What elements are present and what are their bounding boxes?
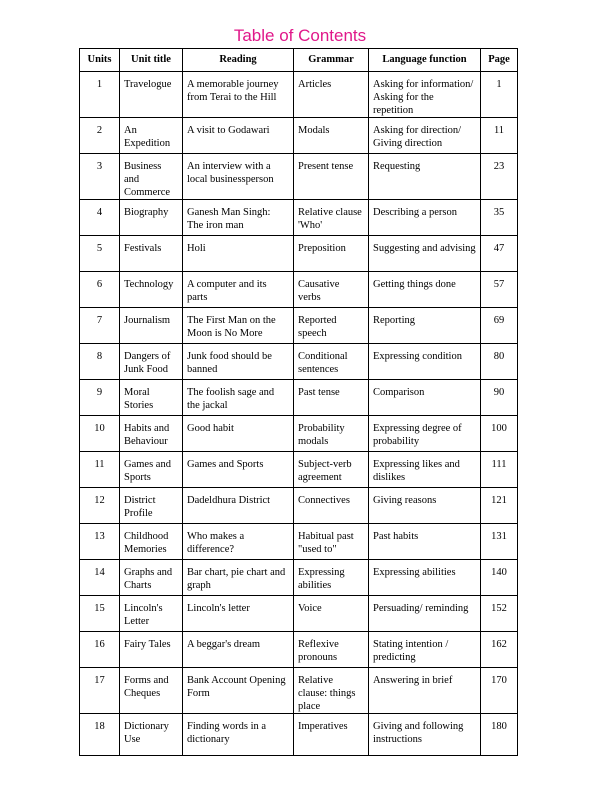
cell-page: 90 bbox=[481, 380, 518, 416]
cell-reading: A computer and its parts bbox=[183, 272, 294, 308]
column-header-unit-title: Unit title bbox=[120, 49, 183, 72]
cell-grammar: Reported speech bbox=[294, 308, 369, 344]
cell-reading: Junk food should be banned bbox=[183, 344, 294, 380]
cell-page: 152 bbox=[481, 596, 518, 632]
cell-unit: 13 bbox=[80, 524, 120, 560]
cell-reading: Holi bbox=[183, 236, 294, 272]
column-header-language-function: Language function bbox=[369, 49, 481, 72]
cell-unit-title: Journalism bbox=[120, 308, 183, 344]
cell-page: 23 bbox=[481, 154, 518, 200]
cell-page: 100 bbox=[481, 416, 518, 452]
cell-language-function: Answering in brief bbox=[369, 668, 481, 714]
table-row bbox=[80, 452, 518, 488]
cell-grammar: Imperatives bbox=[294, 714, 369, 756]
cell-page: 121 bbox=[481, 488, 518, 524]
cell-language-function: Reporting bbox=[369, 308, 481, 344]
table-row bbox=[80, 118, 518, 154]
cell-language-function: Asking for information/ Asking for the repetition bbox=[369, 72, 481, 118]
cell-page: 80 bbox=[481, 344, 518, 380]
cell-page: 1 bbox=[481, 72, 518, 118]
cell-grammar: Relative clause 'Who' bbox=[294, 200, 369, 236]
cell-unit-title: Graphs and Charts bbox=[120, 560, 183, 596]
cell-language-function: Persuading/ reminding bbox=[369, 596, 481, 632]
table-row bbox=[80, 560, 518, 596]
cell-unit: 11 bbox=[80, 452, 120, 488]
cell-grammar: Habitual past "used to" bbox=[294, 524, 369, 560]
cell-grammar: Past tense bbox=[294, 380, 369, 416]
cell-page: 69 bbox=[481, 308, 518, 344]
table-row bbox=[80, 308, 518, 344]
column-header-reading: Reading bbox=[183, 49, 294, 72]
cell-unit: 4 bbox=[80, 200, 120, 236]
cell-unit-title: Dictionary Use bbox=[120, 714, 183, 756]
cell-unit-title: Childhood Memories bbox=[120, 524, 183, 560]
cell-page: 35 bbox=[481, 200, 518, 236]
cell-grammar: Reflexive pronouns bbox=[294, 632, 369, 668]
cell-grammar: Present tense bbox=[294, 154, 369, 200]
table-row bbox=[80, 380, 518, 416]
cell-page: 140 bbox=[481, 560, 518, 596]
cell-unit: 5 bbox=[80, 236, 120, 272]
cell-reading: The First Man on the Moon is No More bbox=[183, 308, 294, 344]
cell-unit-title: Festivals bbox=[120, 236, 183, 272]
cell-grammar: Voice bbox=[294, 596, 369, 632]
cell-unit-title: An Expedition bbox=[120, 118, 183, 154]
cell-unit-title: Travelogue bbox=[120, 72, 183, 118]
cell-unit: 9 bbox=[80, 380, 120, 416]
cell-reading: A visit to Godawari bbox=[183, 118, 294, 154]
cell-unit: 14 bbox=[80, 560, 120, 596]
table-row bbox=[80, 714, 518, 756]
cell-page: 131 bbox=[481, 524, 518, 560]
cell-reading: Who makes a difference? bbox=[183, 524, 294, 560]
column-header-grammar: Grammar bbox=[294, 49, 369, 72]
cell-language-function: Expressing condition bbox=[369, 344, 481, 380]
table-row bbox=[80, 236, 518, 272]
table-row bbox=[80, 632, 518, 668]
cell-language-function: Suggesting and advising bbox=[369, 236, 481, 272]
cell-unit-title: Dangers of Junk Food bbox=[120, 344, 183, 380]
column-header-page: Page bbox=[481, 49, 518, 72]
cell-unit-title: Fairy Tales bbox=[120, 632, 183, 668]
cell-unit: 2 bbox=[80, 118, 120, 154]
cell-language-function: Giving and following instructions bbox=[369, 714, 481, 756]
cell-reading: The foolish sage and the jackal bbox=[183, 380, 294, 416]
cell-reading: Ganesh Man Singh: The iron man bbox=[183, 200, 294, 236]
table-header-row bbox=[80, 49, 518, 72]
cell-grammar: Preposition bbox=[294, 236, 369, 272]
cell-unit-title: District Profile bbox=[120, 488, 183, 524]
cell-unit-title: Business and Commerce bbox=[120, 154, 183, 200]
cell-reading: Dadeldhura District bbox=[183, 488, 294, 524]
cell-page: 162 bbox=[481, 632, 518, 668]
cell-language-function: Requesting bbox=[369, 154, 481, 200]
table-body bbox=[80, 72, 518, 756]
cell-unit: 1 bbox=[80, 72, 120, 118]
cell-language-function: Asking for direction/ Giving direction bbox=[369, 118, 481, 154]
table-row bbox=[80, 488, 518, 524]
cell-grammar: Expressing abilities bbox=[294, 560, 369, 596]
cell-language-function: Expressing abilities bbox=[369, 560, 481, 596]
cell-unit-title: Forms and Cheques bbox=[120, 668, 183, 714]
cell-grammar: Articles bbox=[294, 72, 369, 118]
cell-unit: 8 bbox=[80, 344, 120, 380]
cell-language-function: Expressing degree of probability bbox=[369, 416, 481, 452]
table-row bbox=[80, 344, 518, 380]
cell-reading: An interview with a local businessperson bbox=[183, 154, 294, 200]
cell-unit-title: Games and Sports bbox=[120, 452, 183, 488]
cell-unit: 18 bbox=[80, 714, 120, 756]
cell-language-function: Comparison bbox=[369, 380, 481, 416]
cell-unit: 7 bbox=[80, 308, 120, 344]
cell-reading: A memorable journey from Terai to the Hill bbox=[183, 72, 294, 118]
table-row bbox=[80, 200, 518, 236]
cell-language-function: Getting things done bbox=[369, 272, 481, 308]
cell-reading: A beggar's dream bbox=[183, 632, 294, 668]
page-title: Table of Contents bbox=[233, 26, 367, 45]
cell-unit-title: Lincoln's Letter bbox=[120, 596, 183, 632]
cell-language-function: Stating intention / predicting bbox=[369, 632, 481, 668]
table-row bbox=[80, 416, 518, 452]
contents-table bbox=[79, 48, 518, 756]
cell-page: 11 bbox=[481, 118, 518, 154]
table-row bbox=[80, 272, 518, 308]
cell-grammar: Relative clause: things place bbox=[294, 668, 369, 714]
cell-unit: 12 bbox=[80, 488, 120, 524]
cell-reading: Finding words in a dictionary bbox=[183, 714, 294, 756]
cell-unit-title: Habits and Behaviour bbox=[120, 416, 183, 452]
cell-unit: 3 bbox=[80, 154, 120, 200]
cell-language-function: Past habits bbox=[369, 524, 481, 560]
cell-page: 170 bbox=[481, 668, 518, 714]
cell-grammar: Modals bbox=[294, 118, 369, 154]
cell-page: 111 bbox=[481, 452, 518, 488]
cell-page: 180 bbox=[481, 714, 518, 756]
column-header-units: Units bbox=[80, 49, 120, 72]
cell-reading: Bar chart, pie chart and graph bbox=[183, 560, 294, 596]
cell-page: 57 bbox=[481, 272, 518, 308]
cell-reading: Bank Account Opening Form bbox=[183, 668, 294, 714]
table-row bbox=[80, 668, 518, 714]
cell-language-function: Expressing likes and dislikes bbox=[369, 452, 481, 488]
table-row bbox=[80, 72, 518, 118]
table-row bbox=[80, 524, 518, 560]
cell-unit: 17 bbox=[80, 668, 120, 714]
cell-unit: 10 bbox=[80, 416, 120, 452]
cell-page: 47 bbox=[481, 236, 518, 272]
cell-unit-title: Moral Stories bbox=[120, 380, 183, 416]
cell-grammar: Causative verbs bbox=[294, 272, 369, 308]
cell-grammar: Subject-verb agreement bbox=[294, 452, 369, 488]
cell-unit: 16 bbox=[80, 632, 120, 668]
table-row bbox=[80, 154, 518, 200]
cell-reading: Good habit bbox=[183, 416, 294, 452]
cell-unit: 15 bbox=[80, 596, 120, 632]
cell-reading: Lincoln's letter bbox=[183, 596, 294, 632]
cell-unit: 6 bbox=[80, 272, 120, 308]
cell-grammar: Conditional sentences bbox=[294, 344, 369, 380]
cell-unit-title: Technology bbox=[120, 272, 183, 308]
cell-unit-title: Biography bbox=[120, 200, 183, 236]
cell-language-function: Describing a person bbox=[369, 200, 481, 236]
table-row bbox=[80, 596, 518, 632]
cell-reading: Games and Sports bbox=[183, 452, 294, 488]
cell-grammar: Probability modals bbox=[294, 416, 369, 452]
cell-grammar: Connectives bbox=[294, 488, 369, 524]
cell-language-function: Giving reasons bbox=[369, 488, 481, 524]
